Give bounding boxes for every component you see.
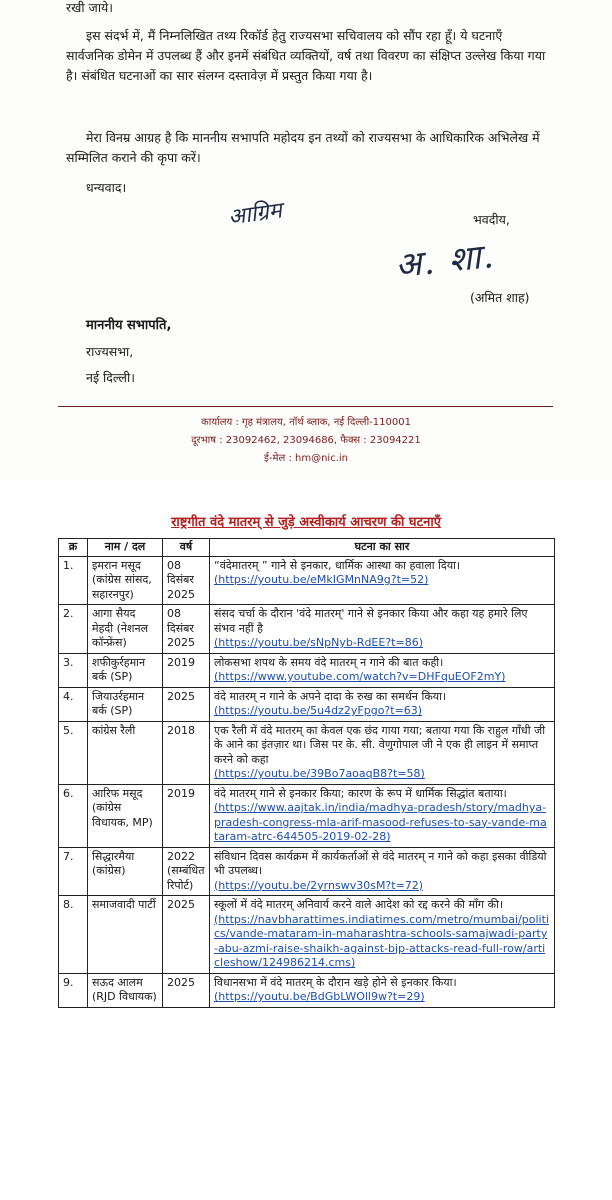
addressee: माननीय सभापति, — [86, 318, 172, 333]
row-year: 2022 (सम्बंधित रिपोर्ट) — [163, 847, 210, 896]
row-summary — [210, 653, 555, 687]
row-name: आरिफ मसूद (कांग्रेस विधायक, MP) — [88, 784, 163, 847]
summary-text: “वंदेमातरम् ” गाने से इनकार, धार्मिक आस्था का हवाला दिया। — [214, 558, 461, 572]
addressee-line-3: नई दिल्ली। — [86, 370, 136, 385]
row-year: 2025 — [163, 973, 210, 1007]
row-number: 4. — [59, 687, 88, 721]
row-number: 1. — [59, 556, 88, 605]
summary-text: विधानसभा में वंदे मातरम् के दौरान खड़े होने से इनकार किया। — [214, 975, 457, 989]
table-row — [59, 605, 555, 654]
header-year: वर्ष — [163, 539, 210, 557]
summary-text: संविधान दिवस कार्यक्रम में कार्यकर्ताओं से वंदे मातरम् न गाने को कहा इसका वीडियो भी उपलब्ध। — [214, 849, 547, 877]
table-title: राष्ट्रगीत वंदे मातरम् से जुड़े अस्वीकार्य आचरण की घटनाएँ — [171, 515, 441, 530]
signatory-name: (अमित शाह) — [470, 290, 530, 305]
letter-scan — [0, 0, 612, 480]
row-number: 3. — [59, 653, 88, 687]
row-summary — [210, 687, 555, 721]
header-number: क्र — [59, 539, 88, 557]
source-link[interactable]: (https://www.aajtak.in/india/madhya-pradesh/story/madhya-pradesh-congress-mla-arif-masood-refuses-to-say-vande-mataram-atrc-644505-2019-02-28) — [214, 801, 547, 843]
summary-text: एक रैली में वंदे मातरम् का केवल एक छंद गाया गया; बताया गया कि राहुल गाँधी जी के आने का इंतज़ार था। जिस पर के. सी. वेणुगोपाल जी ने एक ही लाइन में समाप्त करने को कहा — [214, 723, 546, 766]
letterhead-divider — [58, 406, 553, 407]
row-number: 5. — [59, 721, 88, 784]
handwritten-note: आग्रिम — [226, 198, 284, 231]
table-row — [59, 687, 555, 721]
row-name: समाजवादी पार्टी — [88, 896, 163, 974]
table-row — [59, 847, 555, 896]
row-summary — [210, 556, 555, 605]
row-summary — [210, 784, 555, 847]
table-row — [59, 896, 555, 974]
source-link[interactable]: (https://youtu.be/eMkIGMnNA9g?t=52) — [214, 573, 429, 586]
row-number: 6. — [59, 784, 88, 847]
summary-text: लोकसभा शपथ के समय वंदे मातरम् न गाने की बात कही। — [214, 655, 444, 669]
letter-thanks: धन्यवाद। — [86, 180, 127, 195]
row-name: कांग्रेस रैली — [88, 721, 163, 784]
table-row — [59, 973, 555, 1007]
row-number: 9. — [59, 973, 88, 1007]
row-number: 2. — [59, 605, 88, 654]
table-row — [59, 721, 555, 784]
row-name: जियाउर्रहमान बर्क (SP) — [88, 687, 163, 721]
table-header-row — [59, 539, 555, 557]
table-row — [59, 556, 555, 605]
row-summary — [210, 721, 555, 784]
row-summary — [210, 973, 555, 1007]
row-name: आगा सैयद मेहदी (नेशनल कॉन्फ्रेंस) — [88, 605, 163, 654]
letter-paragraph-2: मेरा विनम्र आग्रह है कि माननीय सभापति महोदय इन तथ्यों को राज्यसभा के आधिकारिक अभिलेख में सम्मिलित कराने की कृपा करें। — [66, 130, 540, 165]
header-summary: घटना का सार — [210, 539, 555, 557]
row-year: 2025 — [163, 896, 210, 974]
source-link[interactable]: (https://youtu.be/39Bo7aoaqB8?t=58) — [214, 767, 425, 780]
row-name: सिद्धारमैया (कांग्रेस) — [88, 847, 163, 896]
row-name: शफीकुर्रहमान बर्क (SP) — [88, 653, 163, 687]
office-address: कार्यालय : गृह मंत्रालय, नॉर्थ ब्लाक, नई दिल्ली-110001 — [201, 417, 411, 428]
summary-text: संसद चर्चा के दौरान 'वंदे मातरम्' गाने से इनकार किया और कहा यह हमारे लिए संभव नहीं है — [214, 607, 528, 635]
header-name: नाम / दल — [88, 539, 163, 557]
addressee-line-2: राज्यसभा, — [86, 344, 134, 359]
source-link[interactable]: (https://www.youtube.com/watch?v=DHFquEOF2mY) — [214, 670, 506, 683]
summary-text: वंदे मातरम् गाने से इनकार किया; कारण के रूप में धार्मिक सिद्धांत बताया। — [214, 786, 507, 800]
table-row — [59, 653, 555, 687]
letter-yours: भवदीय, — [473, 212, 510, 227]
source-link[interactable]: (https://youtu.be/5u4dz2yFpgo?t=63) — [214, 704, 423, 717]
letter-paragraph-1: इस संदर्भ में, मैं निम्नलिखित तथ्य रिकॉर्ड हेतु राज्यसभा सचिवालय को सौंप रहा हूँ। ये घटनाएँ सार्वजनिक डोमेन में उपलब्ध हैं और इनमें संबंधित व्यक्तियों, वर्ष तथा विवरण का संक्षिप्त उल्लेख किया गया है। संबंधित घटनाओं का सार संलग्न दस्तावेज़ में प्रस्तुत किया गया है। — [66, 28, 546, 83]
letter-top-line: रखी जाये। — [66, 0, 114, 15]
row-year: 2018 — [163, 721, 210, 784]
row-summary — [210, 896, 555, 974]
source-link[interactable]: (https://navbharattimes.indiatimes.com/metro/mumbai/politics/vande-mataram-in-maharashtra-schools-samajwadi-party-abu-azmi-raise-shaikh-against-bjp-attacks-read-full-row/articleshow/124986214.cms) — [214, 912, 549, 969]
summary-text: वंदे मातरम् न गाने के अपने दादा के रुख का समर्थन किया। — [214, 689, 447, 703]
source-link[interactable]: (https://youtu.be/2yrnswv30sM?t=72) — [214, 878, 424, 892]
source-link[interactable]: (https://youtu.be/BdGbLWOll9w?t=29) — [214, 990, 425, 1003]
office-phone: दूरभाष : 23092462, 23094686, फैक्स : 23094221 — [191, 435, 421, 446]
row-year: 08 दिसंबर 2025 — [163, 605, 210, 654]
row-number: 8. — [59, 896, 88, 974]
office-email: ई-मेल : hm@nic.in — [264, 453, 348, 464]
row-summary — [210, 847, 555, 896]
row-year: 08 दिसंबर 2025 — [163, 556, 210, 605]
summary-text: स्कूलों में वंदे मातरम् अनिवार्य करने वाले आदेश को रद्द करने की माँग की। — [214, 898, 504, 911]
row-name: सऊद आलम (RJD विधायक) — [88, 973, 163, 1007]
row-summary — [210, 605, 555, 654]
source-link[interactable]: (https://youtu.be/sNpNyb-RdEE?t=86) — [214, 636, 423, 649]
row-year: 2025 — [163, 687, 210, 721]
row-year: 2019 — [163, 784, 210, 847]
table-row — [59, 784, 555, 847]
row-year: 2019 — [163, 653, 210, 687]
row-name: इमरान मसूद (कांग्रेस सांसद, सहारनपुर) — [88, 556, 163, 605]
incidents-table — [58, 538, 555, 1008]
row-number: 7. — [59, 847, 88, 896]
signature: अ. शा. — [393, 235, 498, 287]
